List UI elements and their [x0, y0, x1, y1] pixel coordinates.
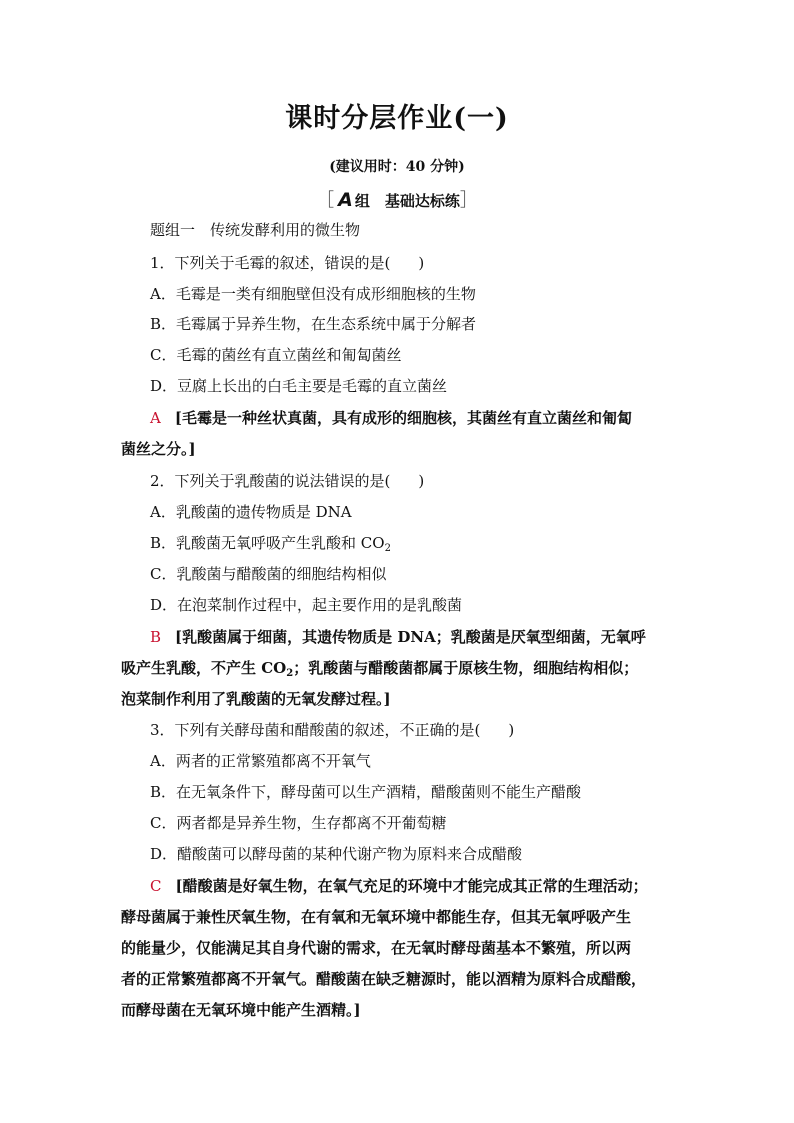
q3-answer-letter: C [150, 877, 162, 895]
q2-explanation-line2a: 吸产生乳酸，不产生 CO [121, 659, 287, 677]
q2-explanation-line2 [121, 658, 681, 678]
q3-explanation [150, 876, 710, 896]
q3-explanation-line5: 而酵母菌在无氧环境中能产生酒精。] [121, 1001, 361, 1019]
q3-explanation-line3: 的能量少，仅能满足其自身代谢的需求，在无氧时酵母菌基本不繁殖，所以两 [121, 939, 632, 957]
q2-stem [150, 471, 710, 491]
group-label: 组 基础达标练 [354, 192, 460, 210]
q2-option-b-text: B．乳酸菌无氧呼吸产生乳酸和 CO [150, 534, 385, 552]
q2-explanation-line2b: ；乳酸菌与醋酸菌都属于原核生物，细胞结构相似； [293, 659, 639, 677]
q1-option-a: A．毛霉是一类有细胞壁但没有成形细胞核的生物 [150, 285, 476, 303]
q2-answer-letter: B [150, 628, 162, 646]
q3-stem [150, 720, 710, 740]
q3-explanation-line2: 酵母菌属于兼性厌氧生物，在有氧和无氧环境中都能生存，但其无氧呼吸产生 [121, 908, 632, 926]
q1-option-b: B．毛霉属于异养生物，在生态系统中属于分解者 [150, 315, 477, 333]
q3-stem-paren: ) [508, 721, 515, 739]
q3-option-d: D．醋酸菌可以酵母菌的某种代谢产物为原料来合成醋酸 [150, 845, 523, 863]
q1-explanation-line2: 菌丝之分。] [121, 440, 196, 458]
q1-option-d: D．豆腐上长出的白毛主要是毛霉的直立菌丝 [150, 377, 448, 395]
q3-explanation-line4: 者的正常繁殖都离不开氧气。醋酸菌在缺乏糖源时，能以酒精为原料合成醋酸， [121, 970, 647, 988]
q1-stem-paren: ) [418, 254, 425, 272]
q2-option-b-subscript: 2 [384, 543, 391, 554]
q2-explanation [150, 627, 710, 647]
q2-stem-text: 2．下列关于乳酸菌的说法错误的是( [150, 472, 391, 490]
q2-option-a: A．乳酸菌的遗传物质是 DNA [150, 503, 352, 521]
q3-explanation-line1: [醋酸菌是好氧生物，在氧气充足的环境中才能完成其正常的生理活动； [175, 877, 648, 895]
q1-explanation-line1: [毛霉是一种丝状真菌，具有成形的细胞核，其菌丝有直立菌丝和匍匐 [174, 409, 632, 427]
group-heading [0, 186, 794, 212]
page-title: 课时分层作业(一) [285, 103, 509, 134]
group-bracket-close: ］ [459, 190, 478, 211]
q2-option-b [150, 533, 710, 553]
q3-option-a: A．两者的正常繁殖都离不开氧气 [150, 752, 371, 770]
q3-option-b: B．在无氧条件下，酵母菌可以生产酒精，醋酸菌则不能生产醋酸 [150, 783, 582, 801]
q3-option-c: C．两者都是异养生物，生存都离不开葡萄糖 [150, 814, 447, 832]
q2-explanation-line1: [乳酸菌属于细菌，其遗传物质是 DNA；乳酸菌是厌氧型细菌，无氧呼 [175, 628, 646, 646]
suggested-time: (建议用时：40 分钟) [329, 159, 465, 175]
q1-explanation [150, 408, 710, 428]
group-letter: A [338, 189, 353, 211]
q1-option-c: C．毛霉的菌丝有直立菌丝和匍匐菌丝 [150, 346, 402, 364]
section-heading: 题组一 传统发酵利用的微生物 [150, 221, 361, 239]
q1-answer-letter: A [150, 409, 161, 427]
group-bracket-open: ［ [316, 190, 335, 211]
q1-stem-text: 1．下列关于毛霉的叙述，错误的是( [150, 254, 391, 272]
q2-option-d: D．在泡菜制作过程中，起主要作用的是乳酸菌 [150, 596, 463, 614]
q1-stem [150, 253, 710, 273]
q2-option-c: C．乳酸菌与醋酸菌的细胞结构相似 [150, 565, 387, 583]
q2-explanation-subscript: 2 [286, 668, 294, 679]
q2-stem-paren: ) [418, 472, 425, 490]
q3-stem-text: 3．下列有关酵母菌和醋酸菌的叙述，不正确的是( [150, 721, 481, 739]
q2-explanation-line3: 泡菜制作利用了乳酸菌的无氧发酵过程。] [121, 690, 391, 708]
